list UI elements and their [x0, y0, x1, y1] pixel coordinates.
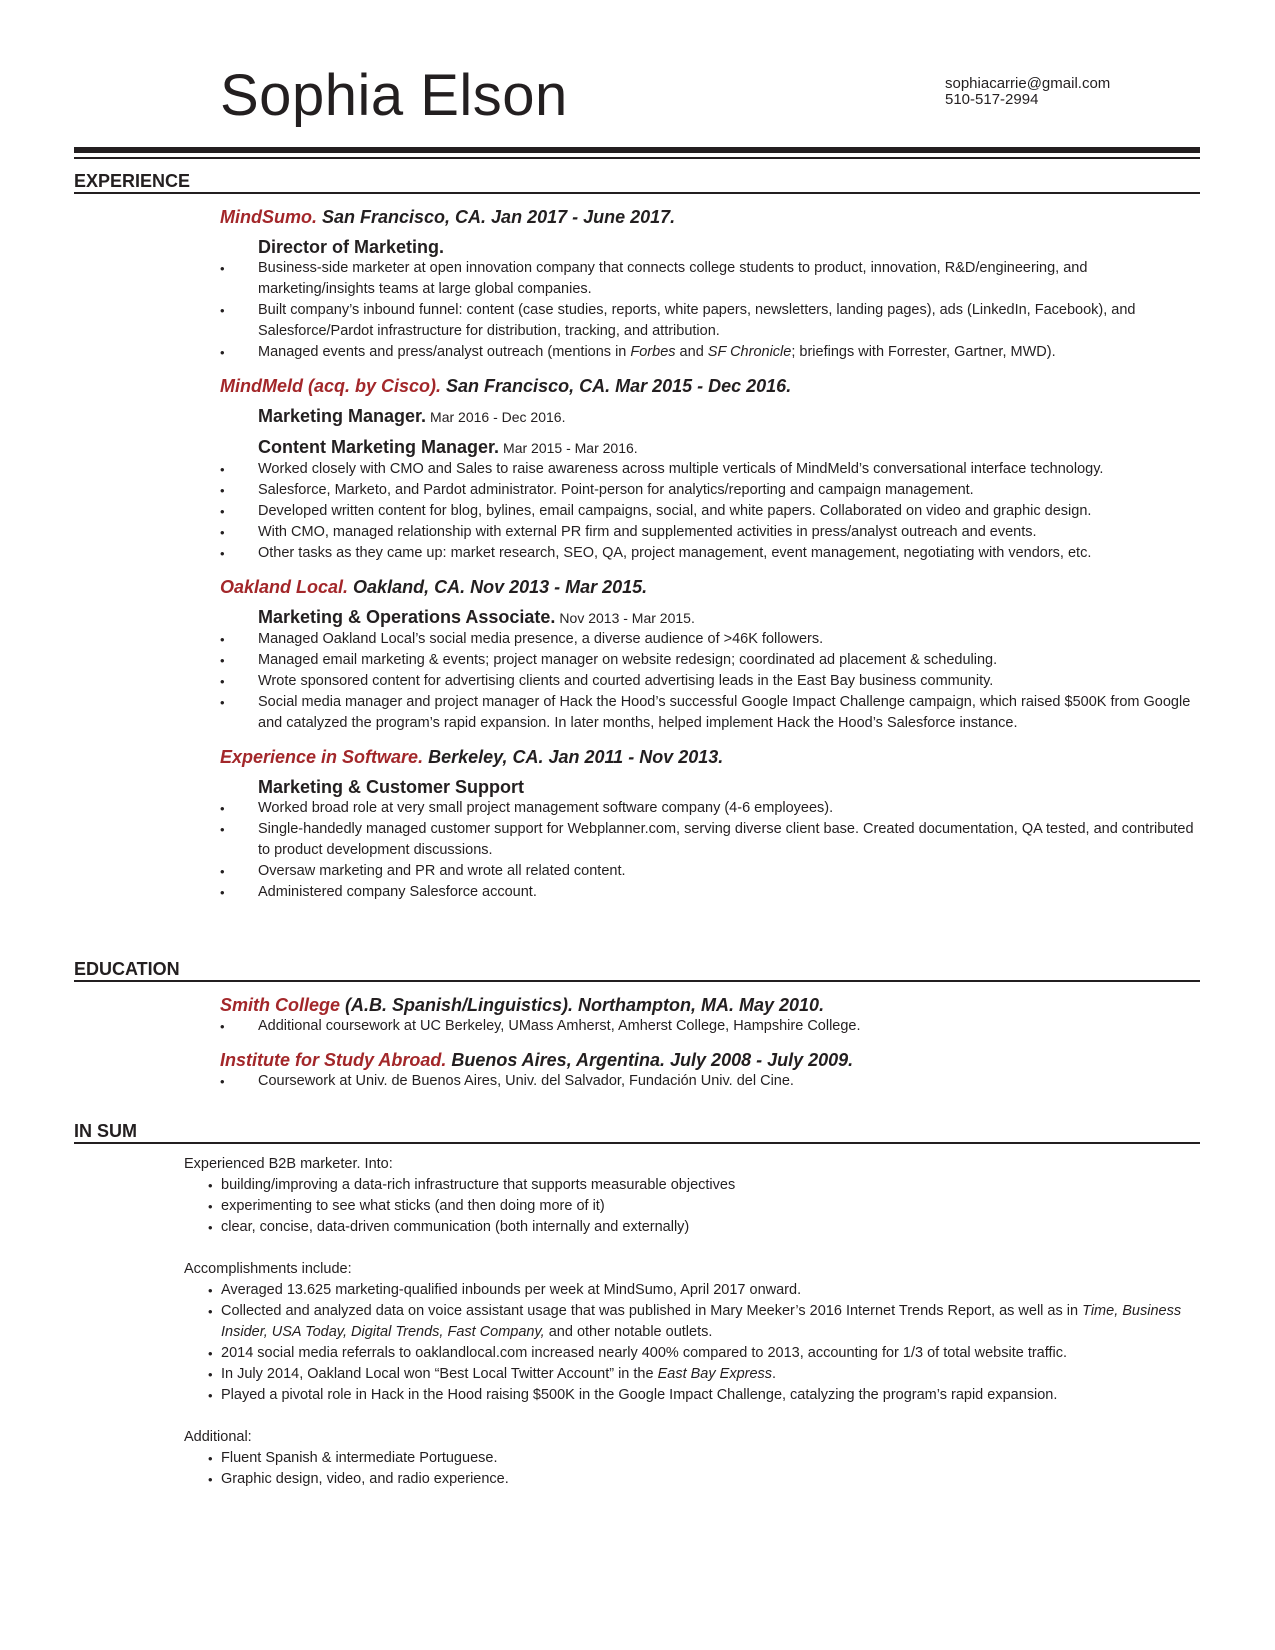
summary-item: • clear, concise, data-driven communication (both internally and externally): [184, 1217, 1200, 1238]
role-name: Content Marketing Manager.: [258, 437, 500, 457]
school-name: Institute for Study Abroad.: [220, 1050, 447, 1070]
summary-item: • Averaged 13.625 marketing-qualified inbounds per week at MindSumo, April 2017 onward.: [184, 1280, 1200, 1301]
school-bullets: [74, 1071, 1200, 1092]
job-details: Oakland, CA. Nov 2013 - Mar 2015.: [348, 577, 648, 597]
job-details: Berkeley, CA. Jan 2011 - Nov 2013.: [423, 747, 724, 767]
company-name: MindSumo.: [220, 207, 317, 227]
school-details: (A.B. Spanish/Linguistics). Northampton, MA. May 2010.: [340, 995, 825, 1015]
bullet-item: • Managed events and press/analyst outreach (mentions in Forbes and SF Chronicle; briefings with Forrester, Gartner, MWD).: [74, 342, 1200, 363]
job-heading: [220, 206, 1200, 228]
role-title: [258, 776, 1200, 798]
bullet-item: • Developed written content for blog, bylines, email campaigns, social, and white papers. Collaborated on video and graphic design.: [74, 501, 1200, 522]
summary-lead: Experienced B2B marketer. Into:: [184, 1156, 393, 1172]
bullet-item: • Social media manager and project manager of Hack the Hood’s successful Google Impact Challenge campaign, which raised $500K from Google and catalyzed the program’s rapid expansion. In later months, helped implement Hack the Hood’s Salesforce instance.: [74, 692, 1200, 734]
school-name: Smith College: [220, 995, 341, 1015]
summary-list: [184, 1175, 1200, 1238]
summary-lead: Additional:: [184, 1429, 252, 1445]
job-heading: [220, 576, 1200, 598]
job-details: San Francisco, CA. Jan 2017 - June 2017.: [317, 207, 676, 227]
school-bullets: [74, 1016, 1200, 1037]
bullet-item: • Oversaw marketing and PR and wrote all related content.: [74, 861, 1200, 882]
contact-info: [945, 76, 1110, 108]
job-entry: [74, 206, 1200, 363]
job-entry: [74, 576, 1200, 734]
role-name: Director of Marketing.: [258, 237, 445, 257]
role-title: [258, 606, 1200, 629]
job-bullets: [74, 459, 1200, 564]
bullet-item: • Managed email marketing & events; project manager on website redesign; coordinated ad placement & scheduling.: [74, 650, 1200, 671]
job-entry: [74, 375, 1200, 564]
summary-list: [184, 1448, 1200, 1490]
candidate-name: Sophia Elson: [220, 63, 568, 128]
role-name: Marketing & Operations Associate.: [258, 607, 556, 627]
school-heading: [220, 994, 1200, 1016]
summary-list: [184, 1280, 1200, 1406]
school-heading: [220, 1049, 1200, 1071]
company-name: Oakland Local.: [220, 577, 349, 597]
bullet-item: • Worked closely with CMO and Sales to raise awareness across multiple verticals of MindMeld’s conversational interface technology.: [74, 459, 1200, 480]
bullet-item: • Other tasks as they came up: market research, SEO, QA, project management, event management, negotiating with vendors, etc.: [74, 543, 1200, 564]
bullet-item: • Business-side marketer at open innovation company that connects college students to product, innovation, R&D/engineering, and marketing/insights teams at large global companies.: [74, 258, 1200, 300]
bullet-item: • Coursework at Univ. de Buenos Aires, Univ. del Salvador, Fundación Univ. del Cine.: [74, 1071, 1200, 1092]
role-title: [258, 236, 1200, 258]
summary-item: • In July 2014, Oakland Local won “Best Local Twitter Account” in the East Bay Express.: [184, 1364, 1200, 1385]
role-dates: Nov 2013 - Mar 2015.: [559, 610, 695, 626]
role-dates: Mar 2015 - Mar 2016.: [503, 440, 638, 456]
bullet-item: • Additional coursework at UC Berkeley, UMass Amherst, Amherst College, Hampshire College.: [74, 1016, 1200, 1037]
role-title: [258, 436, 1200, 459]
header-rule-thin: [74, 157, 1200, 159]
phone-text: 510-517-2994: [945, 91, 1039, 108]
summary-item: • Played a pivotal role in Hack in the Hood raising $500K in the Google Impact Challenge, catalyzing the program’s rapid expansion.: [184, 1385, 1200, 1406]
summary-item: • Graphic design, video, and radio experience.: [184, 1469, 1200, 1490]
summary-item: • Collected and analyzed data on voice assistant usage that was published in Mary Meeker’s 2016 Internet Trends Report, as well as in Time, Business Insider, USA Today, Digital Trends, Fast Company, and other notable outlets.: [184, 1301, 1200, 1343]
summary-block: [184, 1154, 1200, 1238]
school-entry: [74, 994, 1200, 1037]
role-title: [258, 405, 1200, 428]
job-bullets: [74, 258, 1200, 363]
school-details: Buenos Aires, Argentina. July 2008 - July 2009.: [446, 1050, 854, 1070]
email-text: sophiacarrie@gmail.com: [945, 75, 1111, 92]
bullet-item: • Wrote sponsored content for advertising clients and courted advertising leads in the East Bay business community.: [74, 671, 1200, 692]
education-section: [74, 958, 1200, 1092]
summary-item: • experimenting to see what sticks (and then doing more of it): [184, 1196, 1200, 1217]
header-rule-thick: [74, 147, 1200, 153]
section-title: EDUCATION: [74, 958, 1200, 982]
section-title: EXPERIENCE: [74, 170, 1200, 194]
role-name: Marketing Manager.: [258, 406, 427, 426]
summary-item: • building/improving a data-rich infrastructure that supports measurable objectives: [184, 1175, 1200, 1196]
job-bullets: [74, 629, 1200, 734]
bullet-item: • Single-handedly managed customer support for Webplanner.com, serving diverse client base. Created documentation, QA tested, and contributed to product development discussions.: [74, 819, 1200, 861]
bullet-item: • Built company’s inbound funnel: content (case studies, reports, white papers, newsletters, landing pages), ads (LinkedIn, Facebook), and Salesforce/Pardot infrastructure for distribution, tracking, and attribution.: [74, 300, 1200, 342]
job-heading: [220, 375, 1200, 397]
section-title: IN SUM: [74, 1120, 1200, 1144]
job-bullets: [74, 798, 1200, 903]
experience-section: [74, 170, 1200, 903]
bullet-item: • Salesforce, Marketo, and Pardot administrator. Point-person for analytics/reporting and campaign management.: [74, 480, 1200, 501]
summary-lead: Accomplishments include:: [184, 1261, 352, 1277]
in-sum-section: [74, 1120, 1200, 1511]
job-heading: [220, 746, 1200, 768]
summary-block: [184, 1259, 1200, 1406]
bullet-item: • Managed Oakland Local’s social media presence, a diverse audience of >46K followers.: [74, 629, 1200, 650]
job-details: San Francisco, CA. Mar 2015 - Dec 2016.: [441, 376, 792, 396]
bullet-item: • With CMO, managed relationship with external PR firm and supplemented activities in press/analyst outreach and events.: [74, 522, 1200, 543]
role-name: Marketing & Customer Support: [258, 777, 525, 797]
bullet-item: • Administered company Salesforce account.: [74, 882, 1200, 903]
company-name: MindMeld (acq. by Cisco).: [220, 376, 442, 396]
summary-body: [184, 1154, 1200, 1490]
summary-item: • Fluent Spanish & intermediate Portuguese.: [184, 1448, 1200, 1469]
bullet-item: • Worked broad role at very small project management software company (4-6 employees).: [74, 798, 1200, 819]
summary-item: • 2014 social media referrals to oaklandlocal.com increased nearly 400% compared to 2013, accounting for 1/3 of total website traffic.: [184, 1343, 1200, 1364]
school-entry: [74, 1049, 1200, 1092]
role-dates: Mar 2016 - Dec 2016.: [430, 409, 566, 425]
job-entry: [74, 746, 1200, 903]
company-name: Experience in Software.: [220, 747, 424, 767]
summary-block: [184, 1427, 1200, 1490]
